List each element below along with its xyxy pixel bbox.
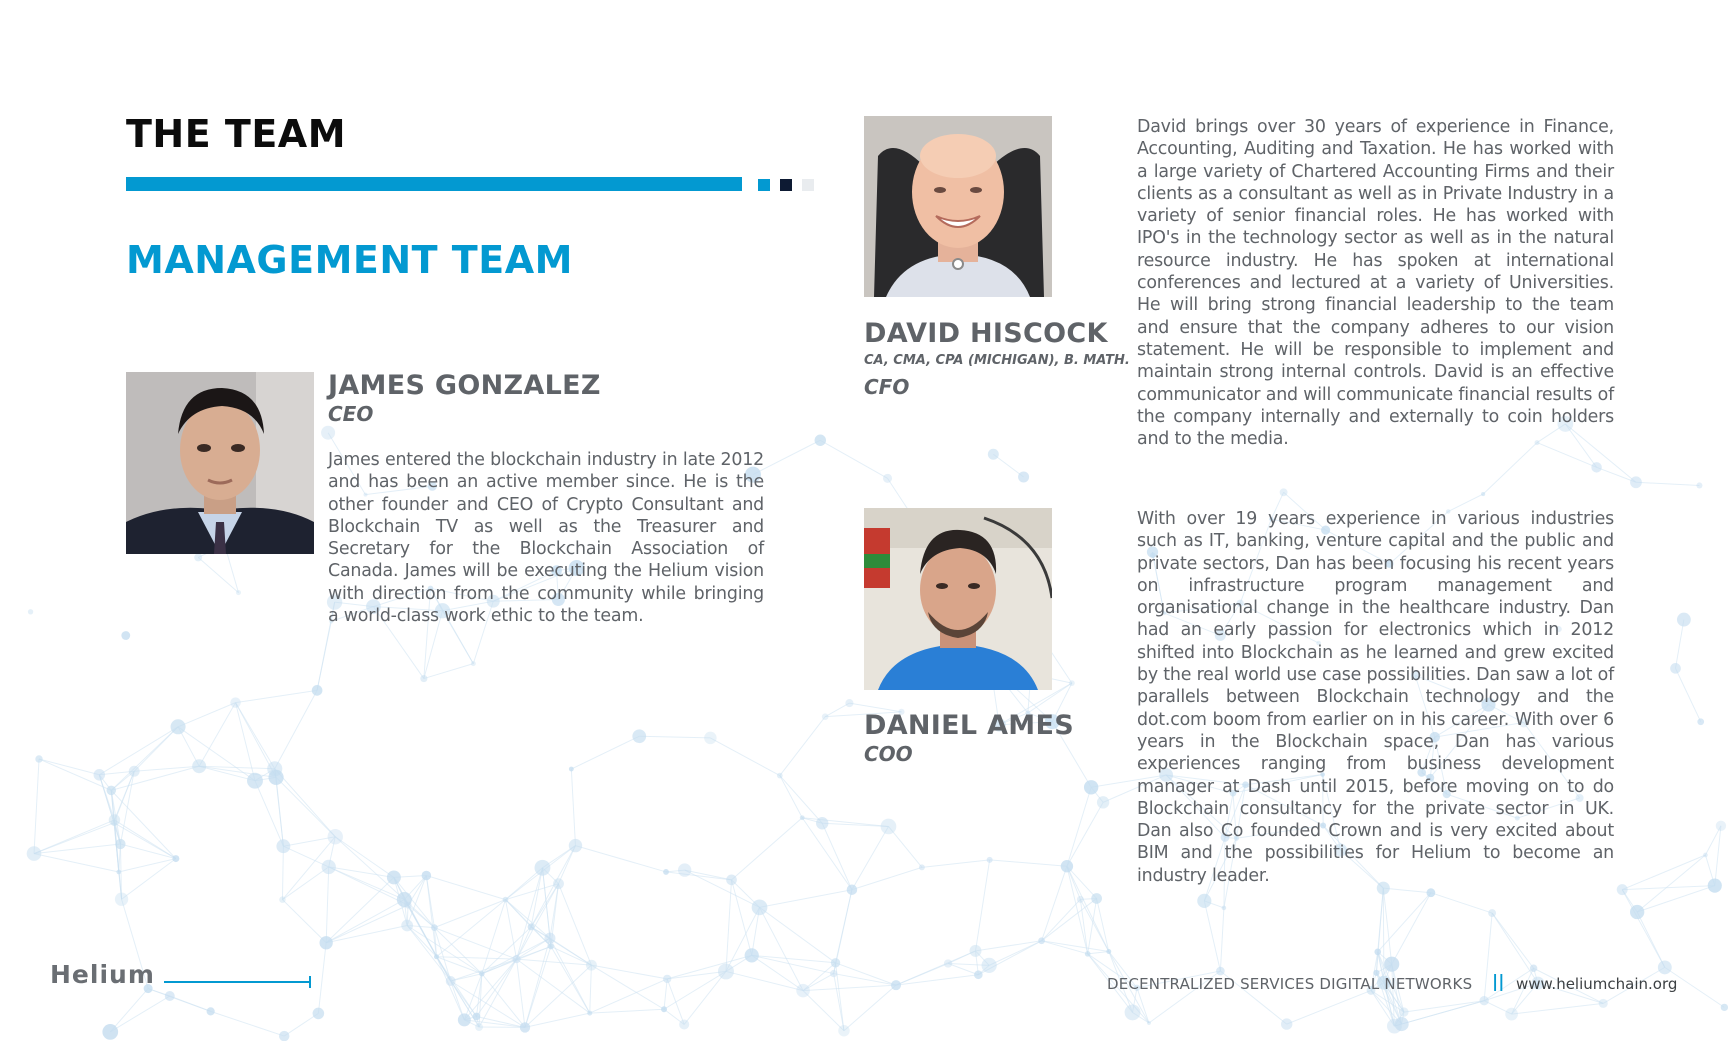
network-node	[115, 893, 128, 906]
network-link	[170, 996, 211, 1011]
network-node	[1085, 951, 1091, 957]
james-gonzalez-bio: James entered the blockchain industry in late 2012 and has been an active member since. He is the other founder and CEO of Crypto Consultant and Blockchain TV as well as the Treasurer and Secretary for the Blockchain Association of Canada. James will be executing the Helium vision with direction from the community while bringing a world-class work ethic to the team.	[328, 450, 764, 627]
network-node	[632, 729, 646, 743]
network-link	[426, 875, 436, 956]
network-link	[407, 926, 451, 982]
network-node	[207, 1007, 215, 1015]
network-node	[1716, 821, 1726, 831]
network-node	[115, 839, 125, 849]
network-node	[822, 713, 829, 720]
network-link	[590, 979, 667, 1013]
network-node	[1677, 613, 1691, 627]
network-link	[726, 880, 732, 972]
network-node	[458, 1013, 471, 1026]
network-link	[993, 454, 1023, 477]
network-link	[1067, 802, 1103, 866]
footer-website-link[interactable]: www.heliumchain.org	[1516, 975, 1678, 993]
network-node	[520, 1022, 530, 1032]
network-link	[326, 905, 408, 943]
network-node	[446, 976, 456, 986]
network-link	[178, 703, 235, 727]
david-hiscock-name: DAVID HISCOCK	[864, 318, 1108, 349]
daniel-ames-name: DANIEL AMES	[864, 710, 1074, 741]
network-node	[726, 875, 737, 886]
section-title: THE TEAM	[126, 112, 347, 156]
network-node	[1091, 893, 1102, 904]
network-link	[1431, 893, 1492, 913]
network-link	[110, 996, 170, 1032]
david-hiscock-credentials: CA, CMA, CPA (MICHIGAN), B. MATH.	[864, 353, 1130, 368]
network-link	[1383, 888, 1431, 893]
network-node	[1069, 680, 1075, 686]
network-link	[236, 703, 275, 769]
network-link	[434, 900, 505, 928]
network-link	[426, 875, 505, 899]
network-node	[236, 590, 241, 595]
network-link	[667, 955, 752, 979]
network-link	[1097, 898, 1109, 951]
network-node	[313, 1008, 325, 1020]
network-link	[1484, 913, 1492, 1001]
network-node	[473, 1013, 481, 1021]
network-node	[970, 945, 982, 957]
david-hiscock-bio: David brings over 30 years of experience in Finance, Accounting, Auditing and Taxation. He has worked with a large variety of Chartered Accounting Firms and their clients as a consultant as well as in Private Industry in a variety of senior financial roles. He has worked with IPO's in the technology sector as well as in the natural resource industry. He has spoken at international conferences and lectured at a variety of Universities. He will bring strong financial leadership to the team and ensure that the company adheres to our vision statement. He will be responsible to implement and maintain strong internal controls. David is an effective communicator and will communicate financial results of the company internally and externally to coin holders and to the media.	[1137, 117, 1614, 450]
network-link	[120, 844, 175, 859]
network-node	[165, 991, 175, 1001]
network-node	[1399, 1007, 1408, 1016]
network-node	[1697, 718, 1704, 725]
network-node	[796, 984, 810, 998]
network-link	[1622, 855, 1705, 890]
network-link	[990, 860, 1067, 866]
network-link	[1287, 990, 1371, 1024]
network-node	[1721, 1004, 1728, 1011]
network-link	[1597, 467, 1636, 482]
network-node	[831, 958, 840, 967]
network-node	[847, 884, 858, 895]
network-link	[198, 557, 238, 592]
network-node	[745, 948, 759, 962]
network-node	[816, 817, 828, 829]
network-link	[1378, 893, 1431, 952]
network-node	[312, 685, 323, 696]
network-node	[1222, 906, 1227, 911]
daniel-ames-bio: With over 19 years experience in various industries such as IT, banking, venture capital and the public and private sectors, Dan has been focusing his recent years on infrastructure program management and organisational change in the healthcare industry. Dan had an early passion for electronics which in 2012 shifted into Blockchain as he learned and grew excited by the real world use case possibilities. Dan saw a lot of parallels between Blockchain technology and the dot.com boom from earlier on in his career. With over 6 years in the Blockchain space, Dan has various experiences ranging from business development manager at Dash until 2015, before moving on to do Blockchain consultancy for the private sector in UK. Dan also Co founded Crown and is very excited about BIM and the possibilities for Helium to become an industry leader.	[1137, 509, 1614, 886]
network-node	[1703, 853, 1708, 858]
network-link	[34, 854, 119, 872]
network-node	[94, 769, 106, 781]
network-link	[726, 971, 803, 990]
network-link	[825, 703, 849, 717]
footer-accent-line	[164, 981, 310, 983]
network-link	[559, 884, 592, 965]
network-node	[919, 864, 925, 870]
network-link	[275, 690, 317, 768]
network-node	[548, 943, 554, 949]
network-link	[1383, 888, 1391, 964]
network-link	[888, 826, 921, 867]
network-link	[284, 1013, 318, 1036]
network-node	[553, 878, 564, 889]
network-link	[922, 860, 990, 867]
network-node	[109, 814, 120, 825]
network-node	[1281, 1018, 1292, 1029]
network-link	[326, 900, 404, 943]
network-node	[479, 971, 484, 976]
network-node	[1481, 492, 1485, 496]
helium-logo: Helium	[50, 960, 155, 989]
network-node	[586, 960, 597, 971]
network-link	[780, 717, 825, 776]
network-node	[845, 699, 853, 707]
network-link	[99, 727, 178, 775]
network-link	[318, 943, 326, 1014]
network-link	[802, 818, 888, 827]
network-link	[283, 837, 335, 846]
network-link	[803, 985, 896, 990]
network-link	[1492, 913, 1533, 968]
network-link	[844, 985, 896, 1031]
network-link	[211, 1011, 285, 1036]
network-node	[328, 829, 343, 844]
network-node	[830, 970, 837, 977]
title-underline-bar	[126, 177, 742, 191]
accent-square-light	[802, 179, 814, 191]
network-link	[976, 860, 990, 951]
network-node	[322, 860, 336, 874]
network-node	[1387, 1019, 1402, 1034]
network-node	[569, 839, 582, 852]
network-node	[279, 1031, 289, 1041]
network-node	[982, 958, 997, 973]
network-link	[335, 837, 404, 900]
network-node	[171, 719, 186, 734]
network-node	[1488, 909, 1496, 917]
network-node	[535, 860, 551, 876]
network-link	[684, 971, 726, 1024]
network-node	[1630, 905, 1644, 919]
network-link	[551, 946, 590, 1013]
network-link	[275, 769, 336, 837]
network-link	[639, 736, 710, 738]
network-node	[679, 1019, 689, 1029]
network-link	[836, 963, 896, 985]
network-node	[106, 786, 116, 796]
network-node	[422, 871, 432, 881]
network-link	[710, 738, 779, 776]
network-link	[34, 759, 39, 854]
network-link	[732, 818, 803, 880]
network-link	[1622, 890, 1665, 968]
network-node	[35, 755, 42, 762]
james-gonzalez-role: CEO	[328, 402, 374, 426]
network-link	[590, 1009, 664, 1013]
network-node	[1630, 476, 1642, 488]
network-node	[569, 767, 574, 772]
network-node	[28, 609, 33, 614]
network-node	[1125, 1004, 1141, 1020]
network-link	[732, 880, 752, 956]
network-link	[34, 820, 114, 854]
network-node	[1077, 896, 1084, 903]
network-link	[326, 877, 394, 942]
network-link	[436, 957, 516, 959]
network-link	[571, 769, 575, 846]
network-node	[471, 661, 476, 666]
network-link	[1637, 886, 1715, 912]
network-link	[1067, 787, 1091, 866]
network-node	[1530, 965, 1537, 972]
network-node	[267, 761, 282, 776]
network-link	[820, 440, 887, 478]
network-link	[1512, 1003, 1604, 1014]
david-hiscock-photo	[864, 116, 1052, 297]
network-node	[1591, 462, 1601, 472]
network-node	[1696, 482, 1702, 488]
network-node	[1374, 949, 1381, 956]
network-node	[475, 1023, 483, 1031]
network-link	[282, 900, 326, 943]
network-link	[517, 959, 590, 1013]
network-node	[1097, 796, 1109, 808]
network-link	[575, 846, 666, 872]
network-link	[834, 974, 896, 986]
network-link	[1392, 893, 1431, 964]
network-node	[704, 732, 716, 744]
network-link	[335, 837, 394, 878]
network-node	[194, 553, 202, 561]
network-link	[329, 867, 394, 878]
footer-accent-line-cap	[309, 976, 311, 988]
network-node	[1147, 1021, 1151, 1025]
network-node	[944, 959, 952, 967]
network-node	[172, 855, 179, 862]
network-node	[1708, 879, 1722, 893]
network-node	[321, 426, 335, 440]
accent-square-blue	[758, 179, 770, 191]
network-link	[1220, 908, 1224, 971]
network-link	[571, 736, 639, 769]
network-link	[1637, 855, 1705, 912]
network-link	[283, 846, 328, 867]
david-hiscock-role: CFO	[864, 375, 910, 399]
network-node	[544, 933, 555, 944]
network-link	[822, 823, 888, 826]
network-link	[276, 777, 335, 836]
network-node	[1505, 1008, 1518, 1021]
network-node	[777, 773, 783, 779]
network-node	[512, 955, 520, 963]
network-node	[1384, 957, 1399, 972]
network-link	[1676, 668, 1701, 721]
network-node	[401, 920, 413, 932]
network-node	[838, 1025, 849, 1036]
network-node	[1038, 937, 1045, 944]
network-node	[230, 697, 240, 707]
network-node	[881, 819, 897, 835]
network-node	[1280, 488, 1288, 496]
network-link	[760, 907, 804, 990]
network-node	[663, 869, 669, 875]
network-node	[387, 870, 401, 884]
network-node	[1617, 884, 1628, 895]
network-node	[661, 1006, 667, 1012]
network-node	[528, 923, 535, 930]
network-link	[1404, 1001, 1484, 1012]
network-node	[27, 846, 42, 861]
network-link	[1636, 482, 1699, 485]
network-link	[752, 955, 836, 962]
network-link	[550, 938, 591, 965]
network-node	[503, 897, 509, 903]
network-link	[1067, 866, 1109, 951]
network-link	[1088, 951, 1109, 953]
network-node	[192, 759, 206, 773]
network-node	[434, 954, 439, 959]
network-node	[279, 896, 285, 902]
network-node	[247, 773, 263, 789]
network-link	[948, 963, 978, 974]
network-link	[282, 846, 283, 899]
network-link	[760, 890, 852, 908]
james-gonzalez-photo	[126, 372, 314, 554]
network-link	[590, 965, 592, 1013]
network-node	[102, 1024, 118, 1040]
network-node	[129, 766, 140, 777]
network-node	[1106, 949, 1111, 954]
network-node	[800, 815, 805, 820]
network-node	[121, 631, 130, 640]
network-node	[420, 675, 427, 682]
network-node	[1018, 471, 1029, 482]
network-node	[678, 863, 691, 876]
network-link	[1042, 866, 1067, 941]
network-node	[1426, 888, 1435, 897]
network-link	[326, 867, 329, 943]
network-node	[974, 970, 983, 979]
network-node	[815, 435, 826, 446]
daniel-ames-role: COO	[864, 742, 913, 766]
network-link	[1067, 866, 1097, 898]
network-node	[988, 449, 999, 460]
network-node	[405, 902, 412, 909]
james-gonzalez-name: JAMES GONZALEZ	[328, 370, 601, 401]
accent-square-dark	[780, 179, 792, 191]
network-node	[431, 924, 438, 931]
network-link	[110, 989, 148, 1032]
network-node	[1197, 894, 1211, 908]
network-link	[1042, 898, 1097, 940]
network-link	[199, 703, 235, 767]
network-link	[1042, 899, 1081, 940]
network-link	[1676, 620, 1684, 669]
network-node	[276, 839, 290, 853]
network-node	[1061, 860, 1073, 872]
network-node	[1599, 999, 1608, 1008]
network-link	[434, 928, 516, 960]
network-node	[320, 936, 333, 949]
footer-tagline: DECENTRALIZED SERVICES DIGITAL NETWORKS	[1107, 975, 1473, 993]
network-node	[1479, 996, 1488, 1005]
network-link	[1204, 901, 1220, 971]
network-link	[436, 957, 464, 1020]
network-link	[525, 1013, 590, 1027]
network-node	[1658, 960, 1672, 974]
network-node	[883, 474, 892, 483]
network-link	[236, 690, 318, 702]
network-node	[891, 980, 901, 990]
network-link	[326, 926, 407, 943]
network-link	[436, 900, 505, 957]
network-node	[1670, 663, 1681, 674]
network-link	[802, 818, 852, 890]
footer-divider: ||	[1492, 972, 1505, 992]
network-node	[587, 1011, 592, 1016]
network-link	[255, 781, 283, 847]
network-node	[987, 857, 993, 863]
network-link	[760, 907, 836, 962]
network-link	[517, 959, 525, 1027]
network-link	[667, 971, 726, 978]
network-link	[407, 926, 482, 974]
network-link	[436, 957, 476, 1017]
subsection-title: MANAGEMENT TEAM	[126, 238, 573, 282]
network-node	[718, 963, 734, 979]
network-node	[1084, 780, 1098, 794]
network-link	[664, 979, 667, 1009]
network-link	[424, 664, 473, 679]
network-node	[116, 870, 121, 875]
network-node	[752, 899, 768, 915]
daniel-ames-photo	[864, 508, 1052, 690]
network-node	[663, 975, 671, 983]
network-link	[822, 823, 852, 889]
